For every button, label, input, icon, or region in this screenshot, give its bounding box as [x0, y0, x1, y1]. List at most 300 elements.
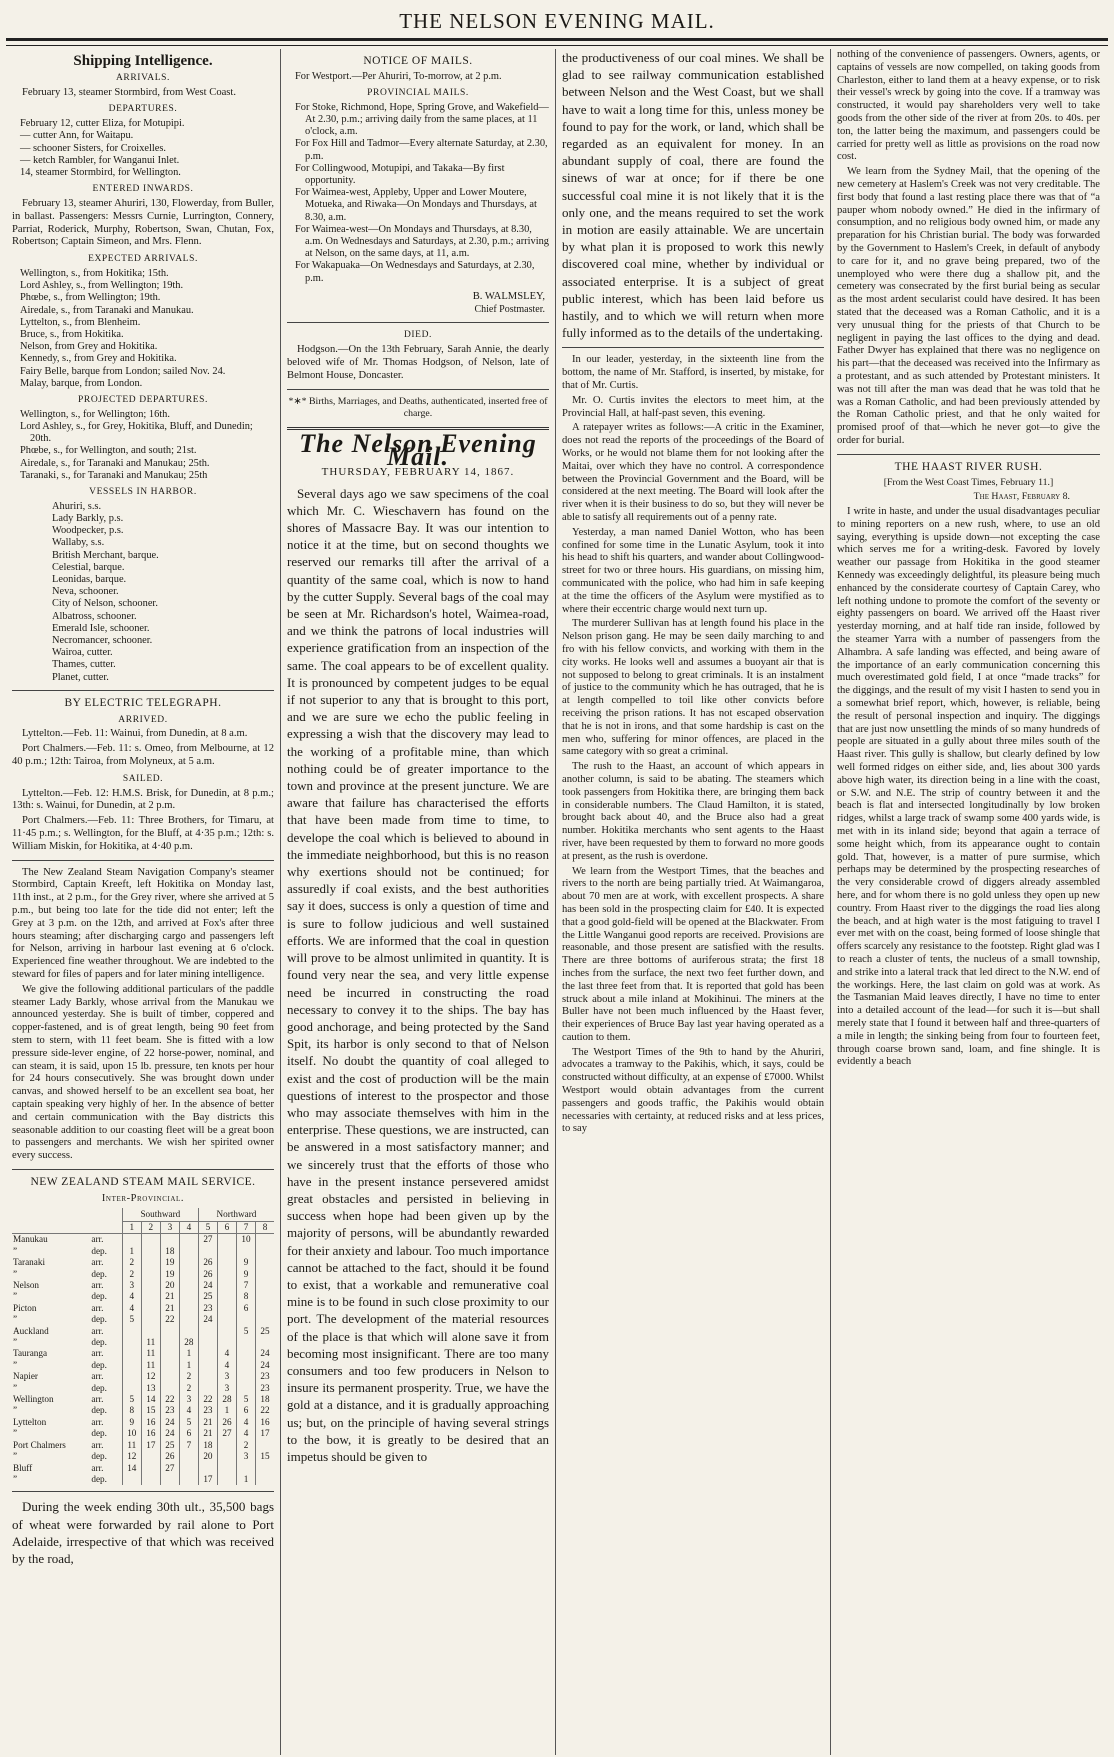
- wheat-paragraph: During the week ending 30th ult., 35,500 bags of wheat were forwarded by rail alone to Port Adelaide, irrespective of that which was received by the road,: [12, 1499, 274, 1566]
- mail-kind: arr.: [91, 1416, 104, 1427]
- mail-kind: dep.: [91, 1337, 107, 1348]
- divider: [12, 1169, 274, 1170]
- mail-cell: [198, 1371, 217, 1382]
- mail-cell: 15: [256, 1451, 275, 1462]
- mail-place: Bluff: [13, 1462, 33, 1473]
- mail-cell: [217, 1303, 236, 1314]
- mail-cell: 28: [179, 1337, 198, 1348]
- haast-dateline: The Haast, February 8.: [973, 491, 1070, 503]
- mail-cell: 13: [141, 1383, 160, 1394]
- divider: [12, 1491, 274, 1492]
- mail-place: Picton: [13, 1302, 37, 1313]
- mail-cell: 11: [122, 1440, 141, 1451]
- mail-kind: dep.: [91, 1291, 107, 1302]
- mail-row: [12, 1280, 274, 1291]
- mail-cell: 5: [236, 1326, 255, 1337]
- mail-cell: 8: [122, 1405, 141, 1416]
- provincial-mail-item: For Waimea-west, Appleby, Upper and Lower Moutere, Motueka, and Riwaka—On Mondays and Thursdays, at 8.30, a.m.: [295, 187, 537, 223]
- mail-cell: [217, 1291, 236, 1302]
- notice-westport: [295, 71, 549, 83]
- mail-cell: 23: [256, 1383, 275, 1394]
- harbor-vessel: Woodpecker, p.s.: [52, 525, 124, 537]
- mail-place: ”: [13, 1268, 18, 1279]
- mail-cell: 7: [179, 1440, 198, 1451]
- mail-cell: [179, 1246, 198, 1257]
- mail-cell: [141, 1463, 160, 1474]
- tel-arrived-heading: ARRIVED.: [118, 714, 168, 725]
- mail-cell: [179, 1234, 198, 1246]
- death-notice: Hodgson.—On the 13th February, Sarah Annie, the dearly beloved wife of Mr. Thomas Hodgson, of Nelson, late of Belmont House, Doncaster.: [287, 344, 549, 381]
- news-paragraph: A ratepayer writes as follows:—A critic in the Examiner, does not read the reports of the proceedings of the Board of Works, or he would not blame them for not looking after the Maitai, over which they have no control. A correspondence between the Provincial Government and the Board, will be considered at the next meeting. The Board will look after the river when it is their business to do so, but they will never be able to satisfy all requirements out of a penny rate.: [562, 422, 824, 524]
- mail-cell: 6: [179, 1428, 198, 1439]
- mail-place: ”: [13, 1359, 18, 1370]
- column-3: [556, 49, 831, 1755]
- tel-arrived-item: Port Chalmers.—Feb. 11: s. Omeo, from Melbourne, at 12 40 p.m.; 12th: Tairoa, from Molyneux, at 5 a.m.: [12, 743, 274, 768]
- mail-place: ”: [13, 1428, 18, 1439]
- mail-cell: 5: [122, 1314, 141, 1325]
- mail-row: [12, 1314, 274, 1325]
- mail-cell: [179, 1291, 198, 1302]
- news-paragraph: Yesterday, a man named Daniel Wotton, who has been confined for some time in the Lunatic Asylum, took it into his head to shift his quarters, and wander about Collingwood-street for two or three hours. His guardians, on missing him, communicated with the police, who had him in safe keeping at the time the officers of the Asylum were mystified as to where their eccentric charge would next turn up.: [562, 526, 824, 615]
- departure-item: — ketch Rambler, for Wanganui Inlet.: [20, 154, 180, 166]
- tel-arrived-item: Lyttelton.—Feb. 11: Wainui, from Dunedin, at 8 a.m.: [22, 728, 248, 740]
- editorial-paragraph: the productiveness of our coal mines. We shall be glad to see railway communication established between Nelson and the West Coast, but we shall have to wait a long time for this, unless money be found to pay for the work, or land, which shall be regarded as an equivalent for money. In an abundant supply of coal, there are found the sinews of war at once; for if there be one successful coal mine it is not likely that it is the only one, and the means required to set the work in motion are easily attainable. We are uncertain by what plan it is proposed to work this newly discovered coal mine, whether by individual or associated enterprise. It is a subject of great public interest, which has been laid before us hastily, and to which we will return when more fully informed as to the details of the undertaking.: [562, 50, 824, 341]
- postmaster-title: Chief Postmaster.: [474, 303, 545, 315]
- mail-cell: [256, 1314, 275, 1325]
- mail-cell: 1: [122, 1246, 141, 1257]
- mail-cell: [217, 1463, 236, 1474]
- mail-cell: 9: [236, 1269, 255, 1280]
- mail-cell: 1: [236, 1474, 255, 1485]
- provincial-mail-item: For Wakapuaka—On Wednesdays and Saturdays, at 2.30, p.m.: [295, 260, 535, 284]
- divider: [287, 322, 549, 323]
- mail-cell: 11: [141, 1348, 160, 1359]
- mail-cell: 14: [141, 1394, 160, 1405]
- mail-place: Port Chalmers: [13, 1439, 66, 1450]
- mail-cell: 2: [179, 1371, 198, 1382]
- mail-cell: 27: [217, 1428, 236, 1439]
- mail-cell: 22: [198, 1394, 217, 1405]
- harbor-vessel: Wairoa, cutter.: [52, 647, 113, 659]
- departure-item: February 12, cutter Eliza, for Motupipi.: [20, 118, 185, 130]
- mail-kind: dep.: [91, 1359, 107, 1370]
- mail-place: Nelson: [13, 1280, 40, 1290]
- harbor-vessel: Emerald Isle, schooner.: [52, 622, 150, 634]
- mail-cell: [217, 1246, 236, 1257]
- mail-cell: [179, 1474, 198, 1485]
- mail-cell: [236, 1314, 255, 1325]
- mail-cell: 4: [217, 1360, 236, 1371]
- mail-cell: [256, 1280, 275, 1291]
- departure-item: — cutter Ann, for Waitapu.: [20, 130, 134, 142]
- mail-cell: 28: [217, 1394, 236, 1405]
- mail-cell: [217, 1257, 236, 1268]
- mail-kind: dep.: [91, 1314, 107, 1325]
- mail-cell: [217, 1474, 236, 1485]
- mail-kind: dep.: [91, 1245, 107, 1256]
- mail-service-heading: NEW ZEALAND STEAM MAIL SERVICE.: [30, 1175, 256, 1188]
- mail-cell: 11: [141, 1360, 160, 1371]
- mail-cell: [141, 1234, 160, 1246]
- mail-cell: 24: [160, 1417, 179, 1428]
- mail-cell: [179, 1280, 198, 1291]
- mail-cell: 26: [198, 1257, 217, 1268]
- mail-cell: [256, 1303, 275, 1314]
- mail-cell: [256, 1291, 275, 1302]
- mail-cell: [122, 1371, 141, 1382]
- mail-cell: [141, 1257, 160, 1268]
- mail-cell: 18: [256, 1394, 275, 1405]
- news-paragraph: Mr. O. Curtis invites the electors to meet him, at the Provincial Hall, at half-past seven, this evening.: [562, 394, 824, 419]
- expected-item: Fairy Belle, barque from London; sailed Nov. 24.: [20, 365, 226, 377]
- mail-cell: 2: [179, 1383, 198, 1394]
- mail-timetable-body: [12, 1234, 274, 1485]
- mail-place: ”: [13, 1405, 18, 1416]
- projected-item: Airedale, s., for Taranaki and Manukau; 25th.: [20, 457, 210, 469]
- mail-cell: [256, 1269, 275, 1280]
- mail-cell: 9: [236, 1257, 255, 1268]
- mail-cell: [217, 1314, 236, 1325]
- mail-cell: 25: [198, 1291, 217, 1302]
- mail-place: ”: [13, 1314, 18, 1325]
- mail-cell: 17: [198, 1474, 217, 1485]
- mail-row: [12, 1451, 274, 1462]
- mail-cell: 24: [198, 1280, 217, 1291]
- lady-barkly-paragraph: We give the following additional particulars of the paddle steamer Lady Barkly, whose arrival from the Manukau we announced yesterday. She is built of timber, coppered and copper-fastened, and is of great length, being 90 feet from stem to stern, with 11 feet beam. She is fitted with a low pressure side-lever engine, of 22 horse-power, nominal, and can steam, it is said, upon 15 lb. pressure, ten knots per hour for 24 hours consecutively. She was brought down under canvas, and showed herself to be an excellent sea boat, her captain speaking very highly of her. In the absence of better and certain communication with the Bay districts this seasonable addition to our coasting fleet will be a great boon to passengers and merchants. We wish her spirited owner every success.: [12, 983, 274, 1162]
- mail-cell: [122, 1360, 141, 1371]
- mail-cell: [256, 1474, 275, 1485]
- mail-cell: [160, 1337, 179, 1348]
- mail-cell: 7: [236, 1280, 255, 1291]
- news-paragraph: The murderer Sullivan has at length found his place in the Nelson prison gang. He may be seen daily marching to and fro with his fellow convicts, and working with them in the city works. He looks well and assumes a buoyant air that is not supposed to belong to great criminals. It is an instalment of justice to the community which he has outraged, that he is at length compelled to toil like other convicts before receiving the prison rations. It has not escaped observation that he is not in irons, and that some hardship is cast on the men who, suffering for minor offences, are placed in the same category with so great a criminal.: [562, 618, 824, 758]
- mail-cell: 12: [122, 1451, 141, 1462]
- mail-row: [12, 1440, 274, 1451]
- mail-kind: arr.: [91, 1348, 104, 1359]
- editorial-paragraph: Several days ago we saw specimens of the coal which Mr. C. Wieschavern has found on the shores of Massacre Bay. It was our intention to notice it at the time, but on second thoughts we reserved our remarks till after the arrival of a quantity of the same coal, which is now to hand by the cutter Supply. Several bags of the coal may be seen at Mr. Richardson's hotel, Waimea-road, and we think the patrons of local industries will experience gratification from an inspection of the same. The coal appears to be of excellent quality. It is pronounced by competent judges to be equal if not superior to any that is brought to this port, and we are sure we echo the public feeling in expressing a wish that the discovery may lead to the working of a profitable mine, than which nothing could be of greater importance to the town and province at the present juncture. We are aware that failure has characterised the efforts that have been made from time to time, to develope the coal which is believed to abound in the immediate neighborhood, but this is no reason why exertions should not be continued; for assuredly if coal exists, and the best authorities say it does, success is only a question of time and is sure to follow judicious and well sustained efforts. We are informed that the coal in question will prove to be almost unlimited in quantity. It is found very near the sea, and very little expense need be incurred in constructing the road necessary to convey it to the ships. The bay has good anchorage, and being protected by the Sand Spit, its harbor is only second to that of Nelson itself. No doubt the quantity of coal alleged to exist and the cost of production will be the main questions of interest to the prospector and those who may associate themselves with him in the enterprise. These questions, we are instructed, can be answered in a most satisfactory manner; and we sincerely trust that the efforts of those who have in the present instance persevered amidst great obstacles and persisted in believing in success when hope had been given up by the majority of persons, will be abundantly rewarded for their anxiety and labour. Too much importance cannot be attached to the fact, should it be found to exist, that a workable and remunerative coal mine is to be found in such close proximity to our port. The development of the material resources of the place is that which will alone save it from becoming most insignificant. There are too many consumers and too few producers in Nelson to insure its permanent prosperity. True, we have the gold at a distance, and it is gradually approaching us; but, on the principle of having several strings to the bow, it is greatly to be desired that an impetus should be given to: [287, 485, 549, 1464]
- expected-item: Malay, barque, from London.: [20, 377, 143, 389]
- mail-cell: 22: [160, 1394, 179, 1405]
- mail-place: Auckland: [13, 1325, 49, 1336]
- harbor-vessel: Leonidas, barque.: [52, 574, 127, 586]
- mail-cell: 27: [160, 1463, 179, 1474]
- mail-cell: 16: [141, 1428, 160, 1439]
- mail-kind: dep.: [91, 1473, 107, 1484]
- mail-cell: 2: [122, 1269, 141, 1280]
- mail-cell: 5: [179, 1417, 198, 1428]
- haast-heading: THE HAAST RIVER RUSH.: [894, 460, 1043, 473]
- mail-kind: arr.: [91, 1302, 104, 1313]
- expected-item: Lyttelton, s., from Blenheim.: [20, 316, 141, 328]
- mail-cell: [160, 1348, 179, 1359]
- mail-cell: 2: [122, 1257, 141, 1268]
- mail-cell: 23: [160, 1405, 179, 1416]
- mail-cell: 20: [160, 1280, 179, 1291]
- expected-heading: EXPECTED ARRIVALS.: [88, 254, 198, 265]
- harbor-vessel: British Merchant, barque.: [52, 549, 159, 561]
- mail-cell: [122, 1234, 141, 1246]
- mail-row: [12, 1394, 274, 1405]
- projected-item: Taranaki, s., for Taranaki and Manukau; 25th: [20, 469, 208, 481]
- news-paragraph: In our leader, yesterday, in the sixteenth line from the bottom, the name of Mr. Stafford, is inserted, by mistake, for that of Mr. Curtis.: [562, 354, 824, 392]
- mail-row: [12, 1246, 274, 1257]
- mail-cell: [217, 1269, 236, 1280]
- notice-of-mails-heading: NOTICE OF MAILS.: [363, 55, 473, 67]
- harbor-vessel: Thames, cutter.: [52, 659, 116, 671]
- news-paragraph: nothing of the convenience of passengers. Owners, agents, or captains of vessels are now compelled, on taking goods from Charleston, either to land them at a heavy expense, or to risk their vessel's wreck by going into the cove. If a tramway was constructed, it would pay shareholders very well to take goods from the other side of the river at from 20s. to 40s. per ton, the latter being the maximum, and passengers could be carried for pretty well as little as provisions on the road now cost.: [837, 49, 1100, 163]
- mail-cell: [198, 1360, 217, 1371]
- mail-col-header: 1: [122, 1221, 141, 1233]
- births-note: *∗* Births, Marriages, and Deaths, authenticated, inserted free of charge.: [288, 395, 548, 420]
- mail-cell: [236, 1360, 255, 1371]
- mail-cell: 15: [141, 1405, 160, 1416]
- projected-heading: PROJECTED DEPARTURES.: [78, 395, 208, 406]
- mail-cell: 4: [122, 1303, 141, 1314]
- mail-kind: arr.: [91, 1462, 104, 1473]
- mail-cell: 12: [141, 1371, 160, 1382]
- news-paragraph: We learn from the Westport Times, that the beaches and rivers to the north are being partially tried. At Waimangaroa, about 70 men are at work, with excellent prospects. A share has been sold in the prospecting claim for £40. It is expected that a good gold-field will be opened at the Blackwater. From the Little Wanganui good reports are received. Provisions are reasonable, and those present are satisfied with the results. There are three bottoms of auriferous strata; the first 18 inches from the surface, the next two feet further down, and the last three feet from that. It is reported that gold has been struck about a mile inland at Mokihinui. The miners at the Buller have not been much influenced by the Haast fever, their experiences of Bruce Bay last year having operated as a caution to them.: [562, 865, 824, 1043]
- mail-cell: 3: [217, 1371, 236, 1382]
- harbor-vessel: Albatross, schooner.: [52, 610, 137, 622]
- mail-kind: arr.: [91, 1325, 104, 1336]
- harbor-heading: VESSELS IN HARBOR.: [89, 487, 197, 498]
- mail-row: [12, 1348, 274, 1359]
- mail-place: Taranaki: [13, 1257, 46, 1268]
- mail-cell: [179, 1463, 198, 1474]
- harbor-list: [52, 501, 274, 684]
- projected-item: Lord Ashley, s., for Grey, Hokitika, Bluff, and Dunedin; 20th.: [20, 421, 253, 445]
- mail-place: ”: [13, 1291, 18, 1302]
- mail-cell: 2: [236, 1440, 255, 1451]
- mail-cell: [198, 1463, 217, 1474]
- mail-cell: 27: [198, 1234, 217, 1246]
- mail-cell: 4: [122, 1291, 141, 1302]
- mail-cell: 1: [179, 1360, 198, 1371]
- mail-kind: dep.: [91, 1382, 107, 1393]
- stormbird-paragraph: The New Zealand Steam Navigation Company's steamer Stormbird, Captain Kreeft, left Hokitika on Monday last, 11th inst., at 2 p.m., for the Grey river, where she arrived at 5 p.m., but being too late for the tide did not enter; left the Grey at 3 p.m. on the 12th, and arrived at Fox's after three hours steaming; after discharging cargo and passengers left for Nelson, arriving in harbour last evening at 6 o'clock. Experienced fine weather throughout. We are indebted to the steward for files of papers and for later mining intelligence.: [12, 866, 274, 981]
- mail-cell: [160, 1234, 179, 1246]
- column-2: [281, 49, 556, 1755]
- masthead-title: THE NELSON EVENING MAIL.: [399, 9, 715, 33]
- mail-cell: 24: [256, 1348, 275, 1359]
- mail-cell: 17: [141, 1440, 160, 1451]
- mail-cell: 9: [122, 1417, 141, 1428]
- mail-cell: [179, 1326, 198, 1337]
- mail-cell: 21: [160, 1303, 179, 1314]
- mail-cell: 4: [236, 1428, 255, 1439]
- died-heading: DIED.: [403, 330, 433, 341]
- mail-row: [12, 1326, 274, 1337]
- mail-row: [12, 1234, 274, 1246]
- mail-row: [12, 1428, 274, 1439]
- mail-cell: 16: [256, 1417, 275, 1428]
- mail-cell: 23: [256, 1371, 275, 1382]
- mail-cell: [217, 1280, 236, 1291]
- paper-title: The Nelson Evening Mail.: [299, 429, 537, 472]
- mail-row: [12, 1303, 274, 1314]
- mail-place: ”: [13, 1451, 18, 1462]
- projected-item: Wellington, s., for Wellington; 16th.: [20, 408, 170, 420]
- mail-cell: [198, 1348, 217, 1359]
- mail-place: ”: [13, 1382, 18, 1393]
- mail-cell: 3: [236, 1451, 255, 1462]
- mail-cell: 1: [179, 1348, 198, 1359]
- mail-cell: [236, 1337, 255, 1348]
- mail-cell: [141, 1269, 160, 1280]
- mail-col-header: 3: [160, 1221, 179, 1233]
- harbor-vessel: Wallaby, s.s.: [52, 537, 105, 549]
- mail-kind: dep.: [91, 1268, 107, 1279]
- mail-kind: dep.: [91, 1428, 107, 1439]
- projected-item: Phœbe, s., for Wellington, and south; 21st.: [20, 445, 197, 457]
- mail-cell: [141, 1451, 160, 1462]
- mail-cell: [141, 1474, 160, 1485]
- mail-cell: 21: [198, 1428, 217, 1439]
- mail-cell: [236, 1348, 255, 1359]
- mail-row: [12, 1405, 274, 1416]
- tel-sailed-item: Lyttelton.—Feb. 12: H.M.S. Brisk, for Dunedin, at 8 p.m.; 13th: s. Wainui, for Dunedin, at 2 p.m.: [12, 787, 274, 812]
- mail-kind: arr.: [91, 1394, 104, 1405]
- mail-row: [12, 1269, 274, 1280]
- expected-item: Lord Ashley, s., from Wellington; 19th.: [20, 280, 184, 292]
- mail-cell: 26: [198, 1269, 217, 1280]
- mail-cell: [236, 1463, 255, 1474]
- mail-cell: [217, 1440, 236, 1451]
- mail-cell: 19: [160, 1257, 179, 1268]
- column-1: [6, 49, 281, 1755]
- tel-sailed-heading: SAILED.: [122, 773, 164, 784]
- mail-kind: dep.: [91, 1405, 107, 1416]
- provincial-mails-heading: PROVINCIAL MAILS.: [367, 88, 469, 98]
- mail-cell: [122, 1383, 141, 1394]
- masthead-rule: [6, 38, 1108, 46]
- editorial: [287, 485, 549, 1466]
- harbor-vessel: Ahuriri, s.s.: [52, 500, 102, 512]
- harbor-vessel: Neva, schooner.: [52, 586, 119, 598]
- mail-row: [12, 1257, 274, 1268]
- mail-cell: 11: [141, 1337, 160, 1348]
- entered-text: February 13, steamer Ahuriri, 130, Flowerday, from Buller, in ballast. Passengers: Messrs Curnie, Lurrington, Connery, Parriat, Roderick, Murphy, Robertson, Swan, Chutan, Fox, Robertson; Captain Simeon, and Mrs. Flenn.: [12, 198, 274, 248]
- mail-service-subheading: Inter-Provincial.: [101, 1192, 185, 1204]
- mail-cell: 22: [256, 1405, 275, 1416]
- mail-kind: arr.: [91, 1280, 104, 1290]
- mail-cell: [122, 1474, 141, 1485]
- expected-list: [20, 268, 274, 390]
- mail-place: ”: [13, 1337, 18, 1348]
- mail-cell: [179, 1451, 198, 1462]
- mail-cell: [256, 1463, 275, 1474]
- mail-cell: [198, 1337, 217, 1348]
- mail-cell: 4: [217, 1348, 236, 1359]
- mail-cell: 3: [122, 1280, 141, 1291]
- mail-cell: 23: [198, 1405, 217, 1416]
- expected-item: Airedale, s., from Taranaki and Manukau.: [20, 304, 194, 316]
- mail-cell: 18: [198, 1440, 217, 1451]
- mail-cell: [236, 1246, 255, 1257]
- mail-place: Tauranga: [13, 1348, 48, 1359]
- mail-cell: [217, 1451, 236, 1462]
- harbor-vessel: Planet, cutter.: [52, 671, 109, 683]
- divider: [12, 690, 274, 691]
- mail-cell: 24: [160, 1428, 179, 1439]
- divider: [837, 454, 1100, 455]
- mail-row: [12, 1417, 274, 1428]
- mail-cell: 10: [236, 1234, 255, 1246]
- mail-row: [12, 1383, 274, 1394]
- mail-place: Lyttelton: [13, 1416, 47, 1427]
- mail-cell: [141, 1246, 160, 1257]
- mail-cell: [217, 1326, 236, 1337]
- mail-cell: [179, 1314, 198, 1325]
- mail-row: [12, 1463, 274, 1474]
- mail-cell: 24: [256, 1360, 275, 1371]
- mail-group-header: Southward: [122, 1208, 198, 1222]
- mail-cell: 6: [236, 1405, 255, 1416]
- expected-item: Wellington, s., from Hokitika; 15th.: [20, 267, 169, 279]
- mail-col-header: 8: [256, 1221, 275, 1233]
- mail-cell: [160, 1474, 179, 1485]
- mail-col-header: 5: [198, 1221, 217, 1233]
- mail-cell: [217, 1337, 236, 1348]
- mail-col-header: 6: [217, 1221, 236, 1233]
- mail-cell: 1: [217, 1405, 236, 1416]
- provincial-mails-list: [295, 102, 549, 285]
- mail-cell: [256, 1234, 275, 1246]
- mail-cell: 3: [179, 1394, 198, 1405]
- mail-cell: [256, 1246, 275, 1257]
- news-paragraph: The rush to the Haast, an account of which appears in another column, is said to be abating. The steamers which took passengers from Hokitika there, are bringing them back in considerable numbers. The Claud Hamilton, it is stated, brought back about 40, and the Bruce also had a great number. Hokitika merchants who sent agents to the Haast river, have been requested by them to forward no more goods at present, as the rush is overdone.: [562, 761, 824, 862]
- mail-place: ”: [13, 1473, 18, 1484]
- mail-cell: 17: [256, 1428, 275, 1439]
- mail-cell: 23: [198, 1303, 217, 1314]
- mail-cell: [198, 1326, 217, 1337]
- mail-cell: 21: [160, 1291, 179, 1302]
- harbor-vessel: Necromancer, schooner.: [52, 635, 153, 647]
- provincial-mail-item: For Waimea-west—On Mondays and Thursdays, at 8.30, a.m. On Wednesdays and Saturdays, at 2.30, p.m.; arriving at Nelson, on the same days, at 11, a.m.: [295, 223, 549, 260]
- expected-item: Kennedy, s., from Grey and Hokitika.: [20, 353, 177, 365]
- mail-row: [12, 1474, 274, 1485]
- issue-date: THURSDAY, FEBRUARY 14, 1867.: [321, 465, 515, 478]
- mail-col-header: 2: [141, 1221, 160, 1233]
- expected-item: Nelson, from Grey and Hokitika.: [20, 341, 158, 353]
- mail-cell: [160, 1371, 179, 1382]
- column-4: [831, 49, 1106, 1755]
- mail-kind: arr.: [91, 1257, 104, 1268]
- editorial-continued: [562, 49, 824, 341]
- divider: [12, 860, 274, 861]
- mail-cell: [198, 1383, 217, 1394]
- mail-place: Wellington: [13, 1394, 54, 1405]
- mail-cell: 20: [198, 1451, 217, 1462]
- mail-kind: arr.: [91, 1234, 104, 1245]
- mail-cell: [141, 1303, 160, 1314]
- news-paragraph: The Westport Times of the 9th to hand by the Ahuriri, advocates a tramway to the Pakihis, which, it says, could be constructed without difficulty, at an expense of £7000. Whilst Westport would obtain advantages from the current passengers and goods traffic, the Pakihis would obtain necessaries with certainty, at reduced risks and at less prices, to say: [562, 1046, 824, 1135]
- tel-sailed-item: Port Chalmers.—Feb. 11: Three Brothers, for Timaru, at 11·45 p.m.; s. Wellington, for the Bluff, at 4·35 p.m.; 12th: s. William Miskin, for Hokitika, at 4·40 p.m.: [12, 815, 274, 852]
- provincial-mail-item: For Fox Hill and Tadmor—Every alternate Saturday, at 2.30, p.m.: [295, 138, 548, 162]
- mail-cell: [236, 1371, 255, 1382]
- arrivals-heading: ARRIVALS.: [115, 72, 171, 83]
- haast-source: [From the West Coast Times, February 11.]: [883, 476, 1054, 488]
- mail-cell: [160, 1360, 179, 1371]
- departure-item: — schooner Sisters, for Croixelles.: [20, 142, 167, 154]
- mail-cell: 22: [160, 1314, 179, 1325]
- mail-cell: [122, 1348, 141, 1359]
- arrivals-text: February 13, steamer Stormbird, from West Coast.: [22, 86, 237, 98]
- shipping-title: Shipping Intelligence.: [73, 53, 213, 69]
- mail-cell: [179, 1269, 198, 1280]
- entered-heading: ENTERED INWARDS.: [92, 184, 194, 195]
- mail-cell: 5: [122, 1394, 141, 1405]
- mail-place: Manukau: [13, 1234, 48, 1245]
